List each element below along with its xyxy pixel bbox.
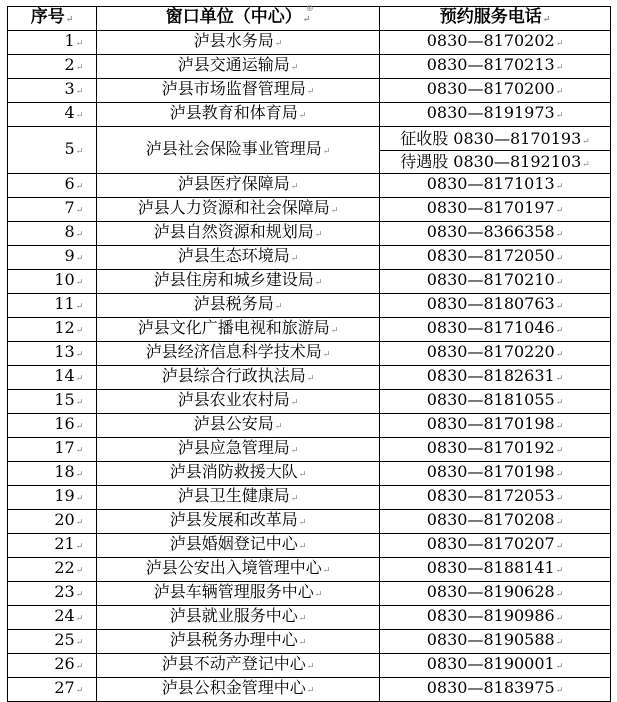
row-unit: 泸县就业服务中心	[169, 606, 298, 625]
paragraph-mark-icon: ↵	[290, 182, 299, 192]
paragraph-mark-icon: ↵	[555, 254, 564, 264]
row-unit: 泸县水务局	[193, 31, 274, 50]
table-row	[8, 31, 611, 55]
row-phone-cell[interactable]	[380, 342, 611, 366]
row-unit: 泸县应急管理局	[177, 438, 290, 457]
table-row	[8, 390, 611, 414]
row-phone-cell[interactable]	[380, 31, 611, 55]
row-index: 15	[54, 390, 75, 409]
paragraph-mark-icon: ↵	[75, 206, 84, 216]
paragraph-mark-icon: ↵	[582, 136, 590, 147]
row-phone-cell[interactable]	[380, 390, 611, 414]
row-index-cell[interactable]	[8, 198, 97, 222]
table-row	[8, 103, 611, 127]
row-phone-cell[interactable]	[380, 55, 611, 79]
paragraph-mark-icon: ↵	[555, 614, 564, 624]
row-index: 20	[54, 510, 75, 529]
row-phone-cell[interactable]	[380, 534, 611, 558]
paragraph-mark-icon: ↵	[75, 446, 84, 456]
appointment-phone-table-container	[7, 6, 610, 702]
paragraph-mark-icon: ↵	[555, 182, 564, 192]
row-unit: 泸县农业农村局	[177, 390, 290, 409]
row-unit: 泸县交通运输局	[177, 55, 290, 74]
row-unit: 泸县生态环境局	[177, 246, 290, 265]
paragraph-mark-icon: ↵	[555, 230, 564, 240]
paragraph-mark-icon: ↵	[75, 470, 84, 480]
row-index: 22	[54, 558, 75, 577]
table-row	[8, 79, 611, 103]
paragraph-mark-icon: ↵	[75, 614, 84, 624]
row-unit: 泸县公积金管理中心	[161, 678, 306, 697]
row-index-cell[interactable]	[8, 606, 97, 630]
row-index-cell[interactable]	[8, 654, 97, 678]
row-phone-cell[interactable]	[380, 510, 611, 534]
row-index-cell[interactable]	[8, 462, 97, 486]
row-phone: 0830—8172050	[426, 246, 555, 265]
paragraph-mark-icon: ↵	[75, 374, 84, 384]
row-phone: 0830—8181055	[426, 390, 555, 409]
row-phone: 0830—8170210	[426, 270, 555, 289]
paragraph-mark-icon: ↵	[555, 63, 564, 73]
row-index: 9	[64, 246, 75, 265]
paragraph-mark-icon: ↵	[75, 542, 84, 552]
row-index-cell[interactable]	[8, 246, 97, 270]
paragraph-mark-icon: ↵	[555, 326, 564, 336]
paragraph-mark-icon: ↵	[75, 39, 84, 49]
row-index: 5	[64, 138, 75, 158]
row-unit-cell[interactable]	[97, 222, 380, 246]
row-unit-cell[interactable]	[97, 342, 380, 366]
paragraph-mark-icon: ↵	[75, 111, 84, 121]
row-phone-cell[interactable]	[380, 630, 611, 654]
row-index-cell[interactable]	[8, 318, 97, 342]
row-unit: 泸县综合行政执法局	[161, 366, 306, 385]
paragraph-mark-icon: ↵	[555, 374, 564, 384]
row-phone: 0830—8188141	[426, 558, 555, 577]
paragraph-mark-icon: ↵	[314, 590, 323, 600]
paragraph-mark-icon: ↵	[298, 470, 307, 480]
row-phone: 0830—8170192	[426, 438, 555, 457]
row-unit: 泸县经济信息科学技术局	[145, 342, 322, 361]
table-row	[8, 127, 611, 174]
paragraph-mark-icon: ↵	[75, 87, 84, 97]
row-unit: 泸县公安局	[193, 414, 274, 433]
row-phone-cell[interactable]	[380, 79, 611, 103]
row-unit: 泸县住房和城乡建设局	[153, 270, 314, 289]
paragraph-mark-icon: ↵	[75, 638, 84, 648]
row-phone: 0830—8170198	[426, 414, 555, 433]
paragraph-mark-icon: ↵	[75, 278, 84, 288]
paragraph-mark-icon: ↵	[555, 446, 564, 456]
row-phone-cell[interactable]	[380, 222, 611, 246]
header-index: 序号↵	[8, 7, 97, 31]
row-index: 19	[54, 486, 75, 505]
row-index: 21	[54, 534, 75, 553]
row-phone: 待遇股 0830—8192103	[400, 151, 582, 171]
paragraph-mark-icon: ↵	[75, 590, 84, 600]
row-index: 17	[54, 438, 75, 457]
row-unit: 泸县婚姻登记中心	[169, 534, 298, 553]
paragraph-mark-icon: ↵	[75, 422, 84, 432]
paragraph-mark-icon: ↵	[555, 422, 564, 432]
row-phone-cell[interactable]	[380, 438, 611, 462]
table-row	[8, 654, 611, 678]
paragraph-mark-icon: ↵	[290, 63, 299, 73]
paragraph-mark-icon: ↵	[322, 146, 331, 157]
paragraph-mark-icon: ↵	[75, 63, 84, 73]
row-unit-cell[interactable]	[97, 294, 380, 318]
paragraph-mark-icon: ↵	[298, 518, 307, 528]
paragraph-mark-icon: ↵	[322, 350, 331, 360]
row-phone-cell[interactable]	[380, 582, 611, 606]
row-index-cell[interactable]	[8, 342, 97, 366]
row-unit-cell[interactable]	[97, 678, 380, 702]
paragraph-mark-icon: ↵	[298, 614, 307, 624]
paragraph-mark-icon: ↵	[290, 446, 299, 456]
row-index: 2	[64, 55, 75, 74]
paragraph-mark-icon: ↵	[306, 662, 315, 672]
row-phone: 0830—8180763	[426, 294, 555, 313]
paragraph-mark-icon: ↵	[555, 206, 564, 216]
row-index: 4	[64, 103, 75, 122]
paragraph-mark-icon: ↵	[290, 254, 299, 264]
row-unit: 泸县发展和改革局	[169, 510, 298, 529]
row-index: 11	[54, 294, 75, 313]
row-index-cell[interactable]	[8, 558, 97, 582]
row-index-cell[interactable]	[8, 103, 97, 127]
table-row	[8, 630, 611, 654]
row-unit-cell[interactable]	[97, 31, 380, 55]
table-row	[8, 606, 611, 630]
row-unit: 泸县自然资源和规划局	[153, 222, 314, 241]
row-index-cell[interactable]	[8, 222, 97, 246]
row-phone-line	[380, 128, 610, 150]
row-unit-cell[interactable]	[97, 79, 380, 103]
row-unit-cell[interactable]	[97, 270, 380, 294]
row-phone-cell[interactable]	[380, 198, 611, 222]
row-index-cell[interactable]	[8, 414, 97, 438]
row-index-cell[interactable]	[8, 366, 97, 390]
paragraph-mark-icon: ↵	[75, 398, 84, 408]
paragraph-mark-icon: ↵	[555, 278, 564, 288]
row-phone-cell[interactable]	[380, 486, 611, 510]
row-index: 12	[54, 318, 75, 337]
table-row	[8, 222, 611, 246]
row-index: 3	[64, 79, 75, 98]
row-index: 8	[64, 222, 75, 241]
row-unit: 泸县公安出入境管理中心	[145, 558, 322, 577]
row-phone: 0830—8170208	[426, 510, 555, 529]
row-index-cell[interactable]	[8, 174, 97, 198]
paragraph-mark-icon: ↵	[306, 374, 315, 384]
paragraph-mark-icon: ↵	[306, 686, 315, 696]
row-index-cell[interactable]	[8, 270, 97, 294]
paragraph-mark-icon: ↵	[298, 111, 307, 121]
row-unit-cell[interactable]	[97, 174, 380, 198]
row-unit: 泸县市场监督管理局	[161, 79, 306, 98]
paragraph-mark-icon: ↵	[75, 146, 84, 157]
paragraph-mark-icon: ↵	[555, 87, 564, 97]
paragraph-mark-icon: ↵	[298, 542, 307, 552]
row-unit-cell[interactable]	[97, 438, 380, 462]
paragraph-mark-icon: ↵	[274, 422, 283, 432]
row-phone-cell[interactable]	[380, 103, 611, 127]
row-unit-cell[interactable]	[97, 462, 380, 486]
table-row	[8, 294, 611, 318]
row-phone-cell[interactable]	[380, 654, 611, 678]
row-unit-cell[interactable]	[97, 198, 380, 222]
paragraph-mark-icon: ↵	[555, 302, 564, 312]
paragraph-mark-icon: ↵	[306, 87, 315, 97]
table-row	[8, 366, 611, 390]
row-index: 16	[54, 414, 75, 433]
row-unit: 泸县税务局	[193, 294, 274, 313]
row-index-cell[interactable]	[8, 55, 97, 79]
row-phone: 0830—8171013	[426, 174, 555, 193]
row-index-cell[interactable]	[8, 294, 97, 318]
table-row	[8, 246, 611, 270]
table-row	[8, 582, 611, 606]
row-unit-cell[interactable]	[97, 318, 380, 342]
row-phone: 0830—8170200	[426, 79, 555, 98]
row-index-cell[interactable]	[8, 486, 97, 510]
row-phone-cell[interactable]	[380, 174, 611, 198]
paragraph-mark-icon: ↵	[290, 494, 299, 504]
row-index-cell[interactable]	[8, 510, 97, 534]
table-row	[8, 198, 611, 222]
paragraph-mark-icon: ↵	[75, 686, 84, 696]
paragraph-mark-icon: ↵	[75, 230, 84, 240]
table-body	[8, 31, 611, 702]
row-phone: 0830—8190588	[426, 630, 555, 649]
table-row	[8, 510, 611, 534]
row-index: 26	[54, 654, 75, 673]
row-index-cell[interactable]	[8, 127, 97, 174]
row-unit: 泸县教育和体育局	[169, 103, 298, 122]
row-unit: 泸县消防救援大队	[169, 462, 298, 481]
row-index: 25	[54, 630, 75, 649]
row-phone-cell[interactable]	[380, 558, 611, 582]
row-unit-cell[interactable]	[97, 246, 380, 270]
table-row	[8, 678, 611, 702]
row-phone-cell[interactable]	[380, 318, 611, 342]
row-phone: 0830—8183975	[426, 678, 555, 697]
paragraph-mark-icon: ↵	[290, 398, 299, 408]
row-unit: 泸县不动产登记中心	[161, 654, 306, 673]
row-index-cell[interactable]	[8, 390, 97, 414]
row-unit-cell[interactable]	[97, 534, 380, 558]
paragraph-mark-icon: ↵	[274, 39, 283, 49]
paragraph-mark-icon: ↵	[314, 230, 323, 240]
paragraph-mark-icon: ↵	[555, 111, 564, 121]
row-unit: 泸县社会保险事业管理局	[145, 138, 322, 158]
row-phone: 0830—8191973	[426, 103, 555, 122]
row-index: 13	[54, 342, 75, 361]
row-index: 14	[54, 366, 75, 385]
table-row	[8, 342, 611, 366]
row-index: 18	[54, 462, 75, 481]
row-phone-cell[interactable]	[380, 678, 611, 702]
table-move-handle-icon[interactable]: ⊕	[306, 4, 314, 14]
row-index: 1	[64, 31, 75, 50]
row-index-cell[interactable]	[8, 630, 97, 654]
paragraph-mark-icon: ↵	[542, 15, 551, 25]
row-unit-cell[interactable]	[97, 606, 380, 630]
paragraph-mark-icon: ↵	[555, 350, 564, 360]
row-phone-cell[interactable]	[380, 294, 611, 318]
row-unit-cell[interactable]	[97, 630, 380, 654]
row-index-cell[interactable]	[8, 534, 97, 558]
row-index-cell[interactable]	[8, 582, 97, 606]
row-phone: 0830—8170213	[426, 55, 555, 74]
table-row	[8, 270, 611, 294]
paragraph-mark-icon: ↵	[555, 638, 564, 648]
paragraph-mark-icon: ↵	[555, 39, 564, 49]
row-unit-cell[interactable]	[97, 390, 380, 414]
paragraph-mark-icon: ↵	[555, 686, 564, 696]
row-phone: 0830—8190001	[426, 654, 555, 673]
row-index: 27	[54, 678, 75, 697]
paragraph-mark-icon: ↵	[330, 206, 339, 216]
row-unit: 泸县医疗保障局	[177, 174, 290, 193]
paragraph-mark-icon: ↵	[555, 566, 564, 576]
row-phone-line	[380, 150, 610, 173]
row-phone-cell[interactable]	[380, 366, 611, 390]
row-phone-cell[interactable]	[380, 414, 611, 438]
row-unit-cell[interactable]	[97, 366, 380, 390]
row-index-cell[interactable]	[8, 438, 97, 462]
paragraph-mark-icon: ↵	[582, 159, 590, 170]
paragraph-mark-icon: ↵	[274, 302, 283, 312]
paragraph-mark-icon: ↵	[322, 566, 331, 576]
paragraph-mark-icon: ↵	[555, 494, 564, 504]
row-unit: 泸县卫生健康局	[177, 486, 290, 505]
table-row	[8, 534, 611, 558]
row-phone: 0830—8182631	[426, 366, 555, 385]
paragraph-mark-icon: ↵	[75, 518, 84, 528]
paragraph-mark-icon: ↵	[555, 398, 564, 408]
row-index: 24	[54, 606, 75, 625]
table-row	[8, 558, 611, 582]
table-row	[8, 414, 611, 438]
appointment-phone-table	[7, 6, 611, 702]
row-index: 10	[54, 270, 75, 289]
row-phone: 0830—8366358	[426, 222, 555, 241]
row-unit-cell[interactable]	[97, 103, 380, 127]
paragraph-mark-icon: ↵	[555, 470, 564, 480]
paragraph-mark-icon: ↵	[65, 15, 74, 25]
paragraph-mark-icon: ↵	[330, 326, 339, 336]
paragraph-mark-icon: ↵	[75, 566, 84, 576]
row-unit-cell[interactable]	[97, 55, 380, 79]
header-phone: 预约服务电话↵	[380, 7, 611, 31]
row-phone-cell[interactable]	[380, 606, 611, 630]
row-unit: 泸县文化广播电视和旅游局	[137, 318, 330, 337]
row-phone: 0830—8170198	[426, 462, 555, 481]
row-index-cell[interactable]	[8, 79, 97, 103]
paragraph-mark-icon: ↵	[555, 662, 564, 672]
row-index: 7	[64, 198, 75, 217]
paragraph-mark-icon: ↵	[75, 302, 84, 312]
header-unit: 窗口单位（中心）↵	[97, 7, 380, 31]
row-unit: 泸县税务办理中心	[169, 630, 298, 649]
table-row	[8, 55, 611, 79]
row-index-cell[interactable]	[8, 678, 97, 702]
row-unit-cell[interactable]	[97, 486, 380, 510]
paragraph-mark-icon: ↵	[75, 662, 84, 672]
table-row	[8, 438, 611, 462]
row-unit-cell[interactable]	[97, 558, 380, 582]
row-phone-cell[interactable]	[380, 462, 611, 486]
paragraph-mark-icon: ↵	[75, 254, 84, 264]
row-unit-cell[interactable]	[97, 127, 380, 174]
paragraph-mark-icon: ↵	[314, 278, 323, 288]
paragraph-mark-icon: ↵	[75, 182, 84, 192]
paragraph-mark-icon: ↵	[75, 350, 84, 360]
row-phone: 0830—8170220	[426, 342, 555, 361]
row-phone: 0830—8171046	[426, 318, 555, 337]
row-unit-cell[interactable]	[97, 414, 380, 438]
row-phone-cell[interactable]	[380, 246, 611, 270]
paragraph-mark-icon: ↵	[302, 15, 311, 25]
row-phone: 征收股 0830—8170193	[400, 128, 582, 148]
row-index: 23	[54, 582, 75, 601]
paragraph-mark-icon: ↵	[75, 326, 84, 336]
row-unit: 泸县人力资源和社会保障局	[137, 198, 330, 217]
paragraph-mark-icon: ↵	[555, 518, 564, 528]
row-index-cell[interactable]	[8, 31, 97, 55]
row-index: 6	[64, 174, 75, 193]
row-phone: 0830—8170197	[426, 198, 555, 217]
table-row	[8, 318, 611, 342]
row-phone: 0830—8170202	[426, 31, 555, 50]
row-unit-cell[interactable]	[97, 582, 380, 606]
table-row	[8, 174, 611, 198]
row-unit: 泸县车辆管理服务中心	[153, 582, 314, 601]
row-phone: 0830—8190628	[426, 582, 555, 601]
paragraph-mark-icon: ↵	[555, 590, 564, 600]
table-row	[8, 486, 611, 510]
row-phone-cell[interactable]	[380, 127, 611, 174]
table-row	[8, 462, 611, 486]
row-unit-cell[interactable]	[97, 654, 380, 678]
paragraph-mark-icon: ↵	[555, 542, 564, 552]
paragraph-mark-icon: ↵	[75, 494, 84, 504]
row-unit-cell[interactable]	[97, 510, 380, 534]
row-phone-cell[interactable]	[380, 270, 611, 294]
row-phone: 0830—8190986	[426, 606, 555, 625]
row-phone: 0830—8172053	[426, 486, 555, 505]
row-phone: 0830—8170207	[426, 534, 555, 553]
paragraph-mark-icon: ↵	[298, 638, 307, 648]
